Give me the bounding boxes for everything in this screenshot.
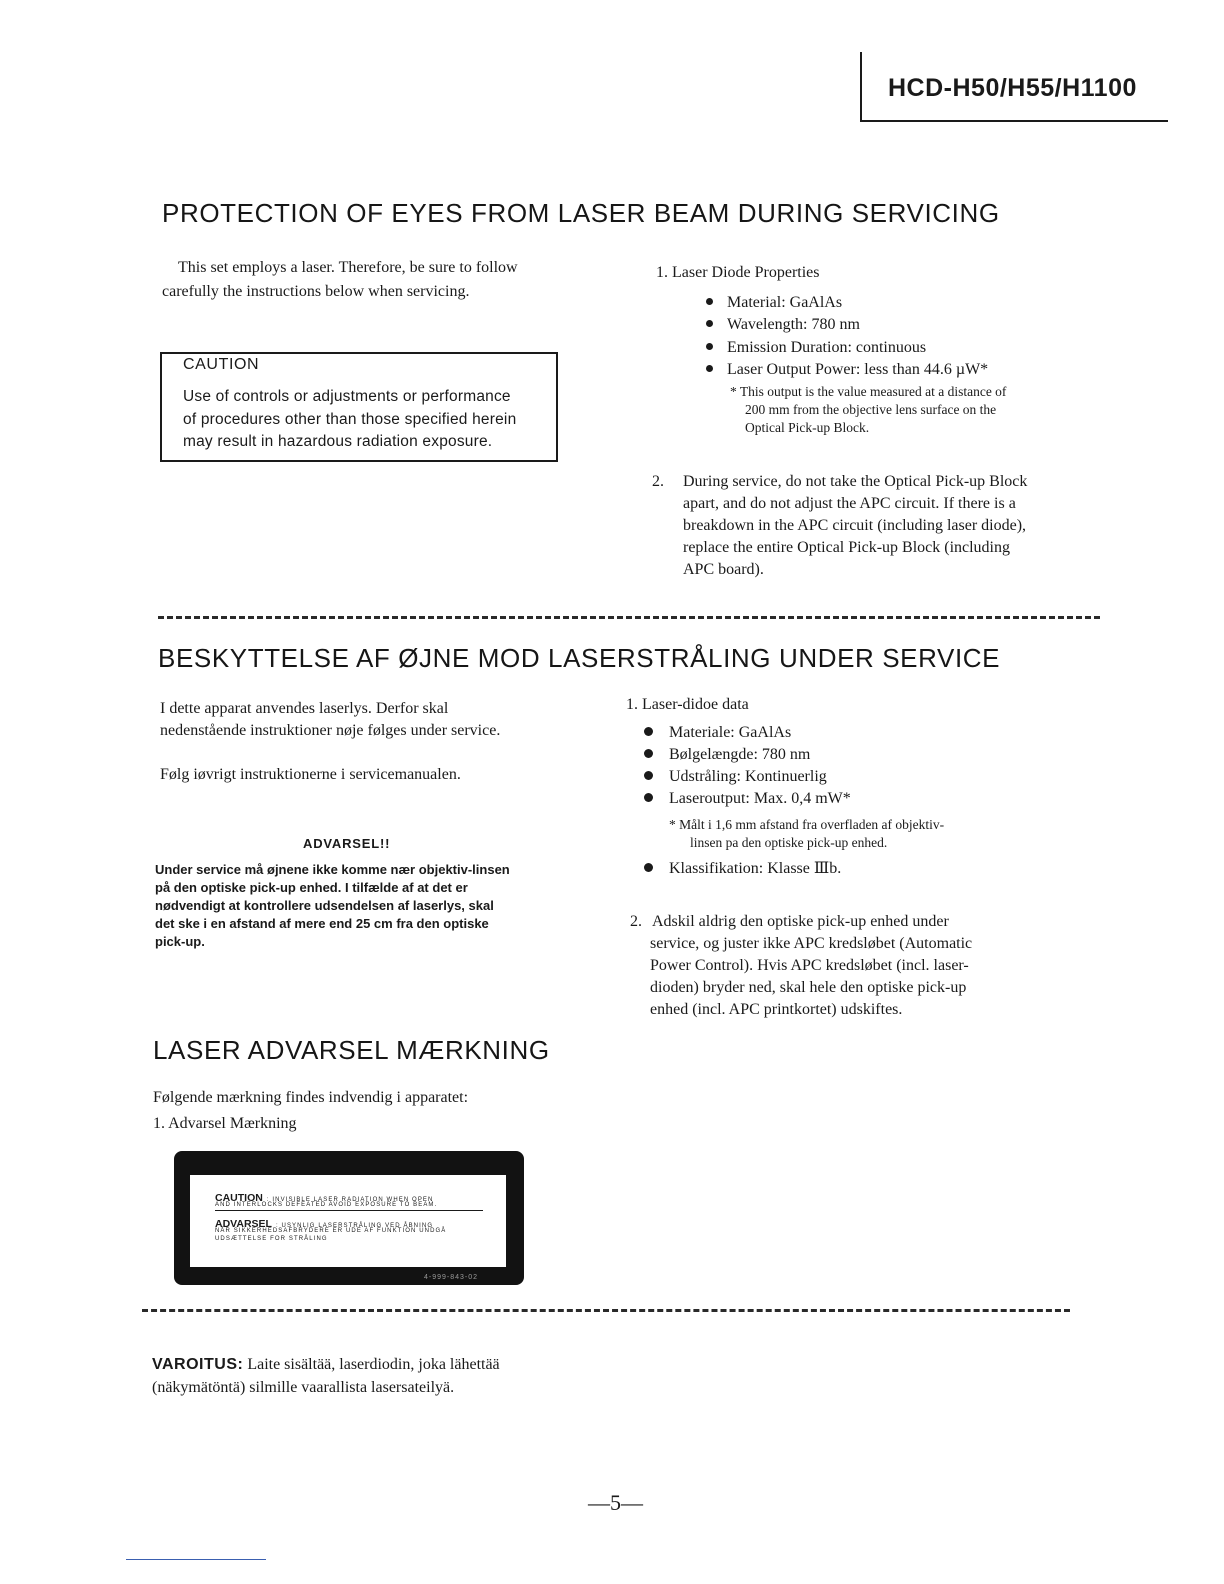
english-title: PROTECTION OF EYES FROM LASER BEAM DURING SERVICING: [162, 198, 1000, 228]
marking-intro: Følgende mærkning findes indvendig i apparatet:: [153, 1089, 469, 1106]
english-bullet-1: Material: GaAlAs: [706, 291, 842, 314]
english-bullet-3: Emission Duration: continuous: [706, 336, 926, 359]
danish-footnote-line-2: linsen pa den optiske pick-up enhed.: [690, 835, 888, 850]
bullet-icon: [644, 863, 653, 872]
caution-title: CAUTION: [183, 356, 260, 373]
label-caution-row: CAUTION : INVISIBLE LASER RADIATION WHEN OPEN: [215, 1192, 434, 1204]
advarsel-line-4: det ske i en afstand af mere end 25 cm fra den optiske: [155, 916, 489, 931]
bullet-icon: [706, 320, 713, 327]
danish-title: BESKYTTELSE AF ØJNE MOD LASERSTRÅLING UNDER SERVICE: [158, 643, 1001, 673]
model-number: HCD-H50/H55/H1100: [888, 74, 1137, 102]
danish-item2-number: 2.: [630, 913, 642, 930]
label-advarsel-line-3: UDSÆTTELSE FOR STRÅLING: [215, 1236, 328, 1242]
english-item1-heading: 1. Laser Diode Properties: [656, 264, 820, 281]
danish-intro-line-1: I dette apparat anvendes laserlys. Derfor skal: [160, 700, 449, 717]
label-divider: [215, 1210, 483, 1211]
page-number: —5—: [588, 1490, 643, 1515]
label-part-code: 4-999-843-02: [424, 1274, 479, 1281]
caution-line-1: Use of controls or adjustments or performance: [183, 388, 511, 405]
english-bullet-4: Laser Output Power: less than 44.6 µW*: [706, 358, 988, 381]
danish-item2-line-1: Adskil aldrig den optiske pick-up enhed under: [652, 913, 949, 930]
danish-bullet-1: Materiale: GaAlAs: [644, 721, 791, 744]
danish-footnote-line-1: * Målt i 1,6 mm afstand fra overfladen af objektiv-: [669, 817, 945, 832]
bullet-icon: [644, 771, 653, 780]
section-divider-2: [142, 1309, 1070, 1312]
english-item2-line-2: apart, and do not adjust the APC circuit. If there is a: [683, 495, 1016, 512]
danish-item2-line-2: service, og juster ikke APC kredsløbet (Automatic: [650, 935, 973, 952]
english-item2-line-3: breakdown in the APC circuit (including laser diode),: [683, 517, 1027, 534]
danish-bullet-4: Laseroutput: Max. 0,4 mW*: [644, 787, 851, 810]
marking-item: 1. Advarsel Mærkning: [153, 1115, 297, 1132]
advarsel-line-5: pick-up.: [155, 934, 205, 949]
advarsel-line-3: nødvendigt at kontrollere udsendelsen af laserlys, skal: [155, 898, 494, 913]
english-intro-line-1: This set employs a laser. Therefore, be sure to follow: [178, 259, 518, 276]
danish-bullet-3: Udstråling: Kontinuerlig: [644, 765, 827, 788]
english-item2-line-1: During service, do not take the Optical Pick-up Block: [683, 473, 1028, 490]
label-advarsel-line-2: NÅR SIKKERHEDSAFBRYDERE ER UDE AF FUNKTION UNDGÅ: [215, 1228, 447, 1234]
english-footnote-line-2: 200 mm from the objective lens surface on the: [745, 402, 997, 417]
english-item2-line-5: APC board).: [683, 561, 764, 578]
section-divider-1: [158, 616, 1100, 619]
bullet-icon: [706, 365, 713, 372]
english-item2-number: 2.: [652, 473, 664, 490]
danish-note: Følg iøvrigt instruktionerne i servicemanualen.: [160, 766, 461, 783]
english-footnote-line-1: * This output is the value measured at a distance of: [730, 384, 1007, 399]
danish-item2-line-5: enhed (incl. APC printkortet) udskiftes.: [650, 1001, 903, 1018]
danish-intro-line-2: nedenstående instruktioner nøje følges under service.: [160, 722, 501, 739]
danish-bullet-2: Bølgelængde: 780 nm: [644, 743, 810, 766]
advarsel-line-1: Under service må øjnene ikke komme nær objektiv-linsen: [155, 862, 510, 877]
advarsel-title: ADVARSEL!!: [303, 836, 391, 851]
bullet-icon: [644, 727, 653, 736]
bullet-icon: [706, 343, 713, 350]
danish-item2-line-4: dioden) bryder ned, skal hele den optiske pick-up: [650, 979, 967, 996]
finnish-warning-line-2: (näkymätöntä) silmille vaarallista lasersateilyä.: [152, 1379, 455, 1396]
caution-line-2: of procedures other than those specified herein: [183, 411, 517, 428]
danish-classification: Klassifikation: Klasse Ⅲb.: [644, 857, 841, 880]
marking-title: LASER ADVARSEL MÆRKNING: [153, 1035, 550, 1065]
english-intro-line-2: carefully the instructions below when servicing.: [162, 283, 470, 300]
bullet-icon: [644, 793, 653, 802]
bullet-icon: [706, 298, 713, 305]
danish-item2-line-3: Power Control). Hvis APC kredsløbet (incl. laser-: [650, 957, 969, 974]
label-advarsel-row: ADVARSEL : USYNLIG LASERSTRÅLING VED ÅBNING: [215, 1218, 434, 1230]
finnish-warning-line-1: VAROITUS: Laite sisältää, laserdiodin, joka lähettää: [152, 1356, 500, 1373]
caution-line-3: may result in hazardous radiation exposure.: [183, 433, 493, 450]
bullet-icon: [644, 749, 653, 758]
english-item2-line-4: replace the entire Optical Pick-up Block (including: [683, 539, 1010, 556]
advarsel-line-2: på den optiske pick-up enhed. I tilfælde af at det er: [155, 880, 468, 895]
english-footnote-line-3: Optical Pick-up Block.: [745, 420, 870, 435]
bottom-link-line: [126, 1559, 266, 1560]
label-caution-line-2: AND INTERLOCKS DEFEATED AVOID EXPOSURE TO BEAM.: [215, 1202, 438, 1208]
danish-item1-heading: 1. Laser-didoe data: [626, 696, 749, 713]
english-bullet-2: Wavelength: 780 nm: [706, 313, 860, 336]
